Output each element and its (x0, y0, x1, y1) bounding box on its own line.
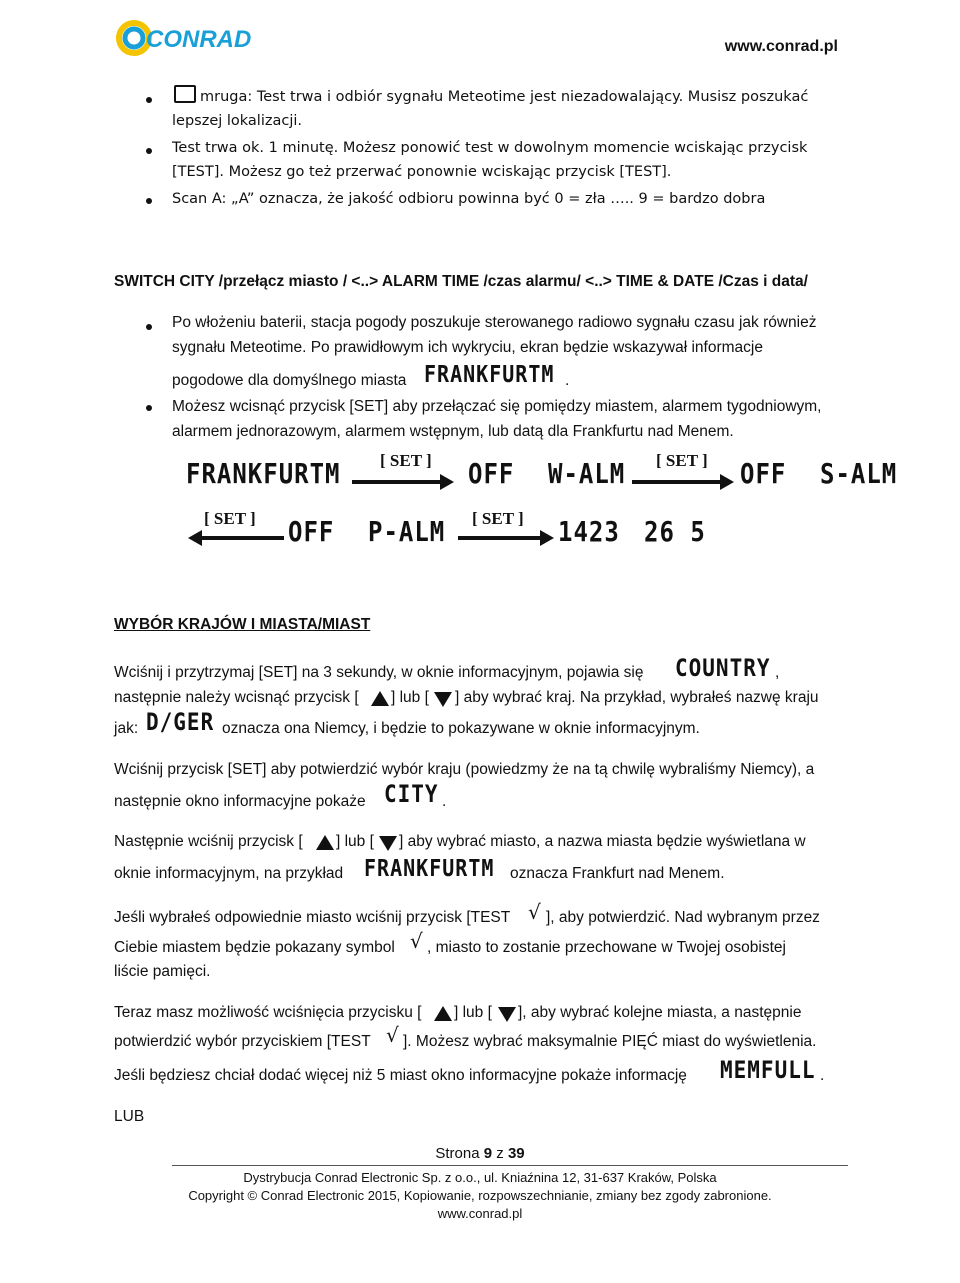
lcd-date: 26 5 (644, 515, 706, 549)
set-arrow-left (186, 506, 286, 552)
paragraph-text: Wciśnij przycisk [SET] aby potwierdzić wybór kraju (powiedzmy że na tą chwilę wybraliśmy Niemcy), a (114, 761, 815, 778)
set-arrow-right (350, 448, 456, 494)
bullet-text: Test trwa ok. 1 minutę. Możesz ponowić test w dowolnym momencie wciskając przycisk (172, 140, 808, 156)
paragraph-text: ] aby wybrać miasto, a nazwa miasta będzie wyświetlana w (399, 833, 806, 850)
paragraph-text: , (775, 664, 780, 681)
lcd-s-alm: S-ALM (820, 457, 898, 491)
set-label: [ SET ] (656, 451, 708, 470)
paragraph-text: , miasto to zostanie przechowane w Twojej osobistej (427, 939, 786, 956)
lcd-off: OFF (740, 457, 787, 491)
checkmark-icon: √ (528, 900, 541, 924)
up-arrow-icon (316, 835, 334, 850)
paragraph-text: następnie okno informacyjne pokaże (114, 793, 366, 810)
paragraph-text: ], aby wybrać kolejne miasta, a następnie (518, 1004, 802, 1021)
lcd-off: OFF (288, 515, 335, 549)
bullet-text: Scan A: „A” oznacza, że jakość odbioru powinna być 0 = zła ….. 9 = bardzo dobra (172, 191, 766, 207)
lcd-off: OFF (468, 457, 515, 491)
footer-distributor: Dystrybucja Conrad Electronic Sp. z o.o., ul. Kniaźnina 12, 31-637 Kraków, Polska (243, 1170, 717, 1185)
paragraph-text: oznacza Frankfurt nad Menem. (510, 865, 725, 882)
blink-box-icon (174, 85, 196, 103)
paragraph-text: oknie informacyjnym, na przykład (114, 865, 344, 882)
lcd-time: 1423 (558, 515, 620, 549)
bullet-text: pogodowe dla domyślnego miasta (172, 372, 407, 389)
checkmark-icon: √ (410, 929, 423, 953)
up-arrow-icon (371, 691, 389, 706)
bullet-text: . (565, 372, 570, 389)
bullet (146, 405, 152, 411)
set-label: [ SET ] (380, 451, 432, 470)
lcd-frankfurtm: FRANKFURTM (186, 457, 341, 491)
lcd-memfull: MEMFULL (720, 1056, 816, 1084)
footer-copyright: Copyright © Conrad Electronic 2015, Kopiowanie, rozpowszechnianie, zmiany bez zgody zabronione. (188, 1188, 772, 1203)
paragraph-text: liście pamięci. (114, 963, 211, 980)
section-heading: WYBÓR KRAJÓW I MIASTA/MIAST (114, 616, 371, 633)
paragraph-text: oznacza ona Niemcy, i będzie to pokazywane w oknie informacyjnym. (222, 720, 700, 737)
paragraph-text: Jeśli wybrałeś odpowiednie miasto wciśnij przycisk [TEST (114, 909, 511, 926)
paragraph-text: jak: (114, 720, 139, 737)
down-arrow-icon (379, 836, 397, 851)
lcd-frankfurtm: FRANKFURTM (364, 854, 495, 882)
paragraph-text: następnie należy wcisnąć przycisk [ (114, 689, 359, 706)
bullet-text: sygnału Meteotime. Po prawidłowym ich wykryciu, ekran będzie wskazywał informacje (172, 339, 763, 356)
bullet (146, 198, 152, 204)
page-number: Strona 9 z 39 (435, 1145, 525, 1162)
paragraph-text: potwierdzić wybór przyciskiem [TEST (114, 1033, 371, 1050)
bullet (146, 97, 152, 103)
paragraph-text: ], aby potwierdzić. Nad wybranym przez (546, 909, 820, 926)
lcd-w-alm: W-ALM (548, 457, 626, 491)
site-url[interactable]: www.conrad.pl (724, 38, 838, 55)
switch-city-heading: SWITCH CITY /przełącz miasto / <..> ALARM TIME /czas alarmu/ <..> TIME & DATE /Czas i data/ (114, 273, 808, 290)
paragraph-text: ] aby wybrać kraj. Na przykład, wybrałeś nazwę kraju (455, 689, 819, 706)
lcd-d-ger: D/GER (146, 708, 215, 736)
bullet-text: Możesz wcisnąć przycisk [SET] aby przełączać się pomiędzy miastem, alarmem tygodniowym, (172, 398, 822, 415)
lcd-city: CITY (384, 780, 439, 808)
bullet-text: lepszej lokalizacji. (172, 113, 302, 129)
paragraph-text: . (442, 793, 447, 810)
set-label: [ SET ] (204, 509, 256, 528)
down-arrow-icon (498, 1007, 516, 1022)
checkmark-icon: √ (386, 1023, 399, 1047)
paragraph-text: Następnie wciśnij przycisk [ (114, 833, 303, 850)
paragraph-text: Wciśnij i przytrzymaj [SET] na 3 sekundy, w oknie informacyjnym, pojawia się (114, 664, 644, 681)
footer-url[interactable]: www.conrad.pl (437, 1206, 523, 1221)
bullet (146, 324, 152, 330)
down-arrow-icon (434, 692, 452, 707)
paragraph-text: . (820, 1067, 825, 1084)
lcd-p-alm: P-ALM (368, 515, 446, 549)
set-label: [ SET ] (472, 509, 524, 528)
paragraph-text: ] lub [ (391, 689, 429, 706)
lcd-country: COUNTRY (675, 654, 771, 682)
lub-text: LUB (114, 1108, 145, 1125)
bullet-text: Po włożeniu baterii, stacja pogody poszukuje sterowanego radiowo sygnału czasu jak również (172, 314, 817, 331)
footer-divider (172, 1165, 848, 1166)
bullet-text: [TEST]. Możesz go też przerwać ponownie wciskając przycisk [TEST]. (172, 164, 672, 180)
bullet-text: alarmem jednorazowym, alarmem wstępnym, lub datą dla Frankfurtu nad Menem. (172, 423, 734, 440)
paragraph-text: Teraz masz możliwość wciśnięcia przycisku [ (114, 1004, 422, 1021)
set-arrow-right (456, 506, 556, 552)
up-arrow-icon (434, 1006, 452, 1021)
paragraph-text: Ciebie miastem będzie pokazany symbol (114, 939, 395, 956)
paragraph-text: ] lub [ (454, 1004, 492, 1021)
paragraph-text: Jeśli będziesz chciał dodać więcej niż 5 miast okno informacyjne pokaże informację (114, 1067, 687, 1084)
bullet (146, 148, 152, 154)
paragraph-text: ]. Możesz wybrać maksymalnie PIĘĆ miast do wyświetlenia. (403, 1033, 817, 1050)
conrad-logo (116, 16, 252, 56)
bullet-text: mruga: Test trwa i odbiór sygnału Meteotime jest niezadowalający. Musisz poszukać (200, 89, 809, 105)
paragraph-text: ] lub [ (336, 833, 374, 850)
logo-text: CONRAD (146, 26, 252, 53)
lcd-frankfurtm: FRANKFURTM (424, 360, 555, 388)
set-arrow-right (630, 448, 736, 494)
